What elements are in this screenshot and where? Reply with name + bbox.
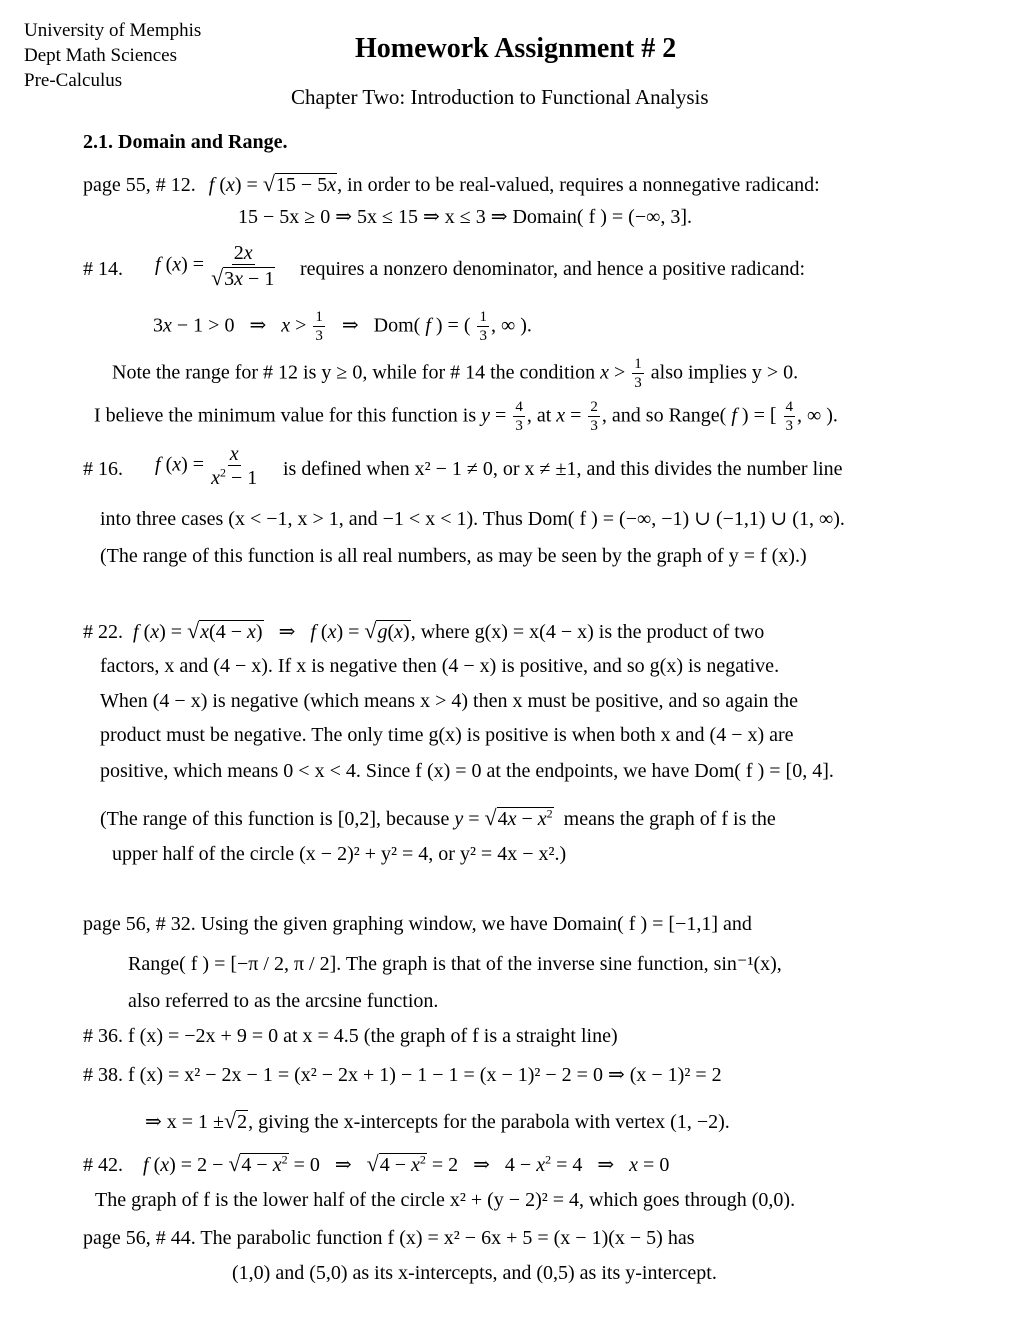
problem-32-line2: Range( f ) = [−π / 2, π / 2]. The graph is that of the inverse sine function, sin⁻¹(x),	[128, 953, 782, 975]
problem-44-line1: page 56, # 44. The parabolic function f (x) = x² − 6x + 5 = (x − 1)(x − 5) has	[83, 1227, 695, 1249]
problem-22-line2: factors, x and (4 − x). If x is negative then (4 − x) is positive, and so g(x) is negative.	[100, 655, 780, 677]
problem-22-range: (The range of this function is [0,2], because $y = √4x - x^2$ means the graph of f is the	[100, 805, 776, 830]
problem-42-line2: The graph of f is the lower half of the circle x² + (y − 2)² = 4, which goes through (0,0).	[95, 1189, 796, 1211]
page-subtitle: Chapter Two: Introduction to Functional Analysis	[291, 85, 709, 109]
problem-44-line2: (1,0) and (5,0) as its x-intercepts, and (0,5) as its y-intercept.	[232, 1262, 717, 1284]
problem-22-line1: # 22. f (x) = √x(4 − x) ⇒ f (x) = √g(x), where g(x) = x(4 − x) is the product of two	[83, 618, 765, 643]
problem-12-work: 15 − 5x ≥ 0 ⇒ 5x ≤ 15 ⇒ x ≤ 3 ⇒ Domain( f ) = (−∞, 3].	[238, 206, 693, 228]
problem-12-label: page 55, # 12.	[83, 174, 196, 196]
problem-12-line: page 55, # 12. f (x) = √15 − 5x, in order to be real-valued, requires a nonnegative radicand:	[83, 171, 820, 196]
problem-16-line2: into three cases (x < −1, x > 1, and −1 < x < 1). Thus Dom( f ) = (−∞, −1) ∪ (−1,1) ∪ (1, ∞).	[100, 508, 845, 530]
problem-38-line2: ⇒ x = 1 ±√2, giving the x-intercepts for the parabola with vertex (1, −2).	[145, 1108, 730, 1133]
problem-14-note: Note the range for # 12 is y ≥ 0, while for # 14 the condition x > $\frac{1}{3}$ also implies y > 0.	[112, 356, 799, 391]
university-name: University of Memphis	[24, 20, 202, 41]
problem-14-function: f (x) = $\frac{2x}{√3x - 1}$	[155, 242, 275, 290]
section-heading: 2.1. Domain and Range.	[83, 131, 288, 153]
problem-14-work: 3x − 1 > 0 ⇒ x > $\frac{1}{3}$ ⇒ Dom( f ) = ( $\frac{1}{3}$ , ∞ ).	[153, 309, 532, 344]
problem-16-function: f (x) = $\frac{x}{x^2 - 1}$	[155, 443, 258, 489]
problem-36-line: # 36. f (x) = −2x + 9 = 0 at x = 4.5 (the graph of f is a straight line)	[83, 1025, 618, 1047]
page-title: Homework Assignment # 2	[355, 33, 677, 64]
problem-14-text: requires a nonzero denominator, and hence a positive radicand:	[300, 258, 806, 280]
problem-16-text: is defined when x² − 1 ≠ 0, or x ≠ ±1, and this divides the number line	[283, 458, 843, 480]
problem-16-line3: (The range of this function is all real numbers, as may be seen by the graph of y = f (x).)	[100, 545, 807, 567]
course-name: Pre-Calculus	[24, 70, 123, 91]
problem-38-line1: # 38. f (x) = x² − 2x − 1 = (x² − 2x + 1) − 1 − 1 = (x − 1)² − 2 = 0 ⇒ (x − 1)² = 2	[83, 1064, 722, 1086]
problem-32-line3: also referred to as the arcsine function.	[128, 990, 439, 1012]
problem-14-range: I believe the minimum value for this function is y = $\frac{4}{3}$ , at x = $\frac{2}{3}$ , and so Range( f ) = [ $\frac{4}{3}$ , ∞ ).	[94, 399, 838, 434]
problem-22-line5: positive, which means 0 < x < 4. Since f (x) = 0 at the endpoints, we have Dom( f ) = [0, 4].	[100, 760, 834, 782]
problem-22-line4: product must be negative. The only time g(x) is positive is when both x and (4 − x) are	[100, 724, 794, 746]
problem-32-line1: page 56, # 32. Using the given graphing window, we have Domain( f ) = [−1,1] and	[83, 913, 752, 935]
problem-22-line3: When (4 − x) is negative (which means x > 4) then x must be positive, and so again the	[100, 690, 798, 712]
problem-14-label: # 14.	[83, 258, 123, 280]
problem-12-text: , in order to be real-valued, requires a nonnegative radicand:	[337, 174, 820, 196]
department-name: Dept Math Sciences	[24, 45, 178, 66]
problem-16-label: # 16.	[83, 458, 123, 480]
problem-22-circle: upper half of the circle (x − 2)² + y² = 4, or y² = 4x − x².)	[112, 843, 567, 865]
problem-42-line1: # 42. f $(x) = 2 - √4 - x^2 = 0$ ⇒ $√4 - x^2 = 2$ ⇒ $4 - x^2 = 4$ ⇒ x = 0	[83, 1151, 670, 1176]
